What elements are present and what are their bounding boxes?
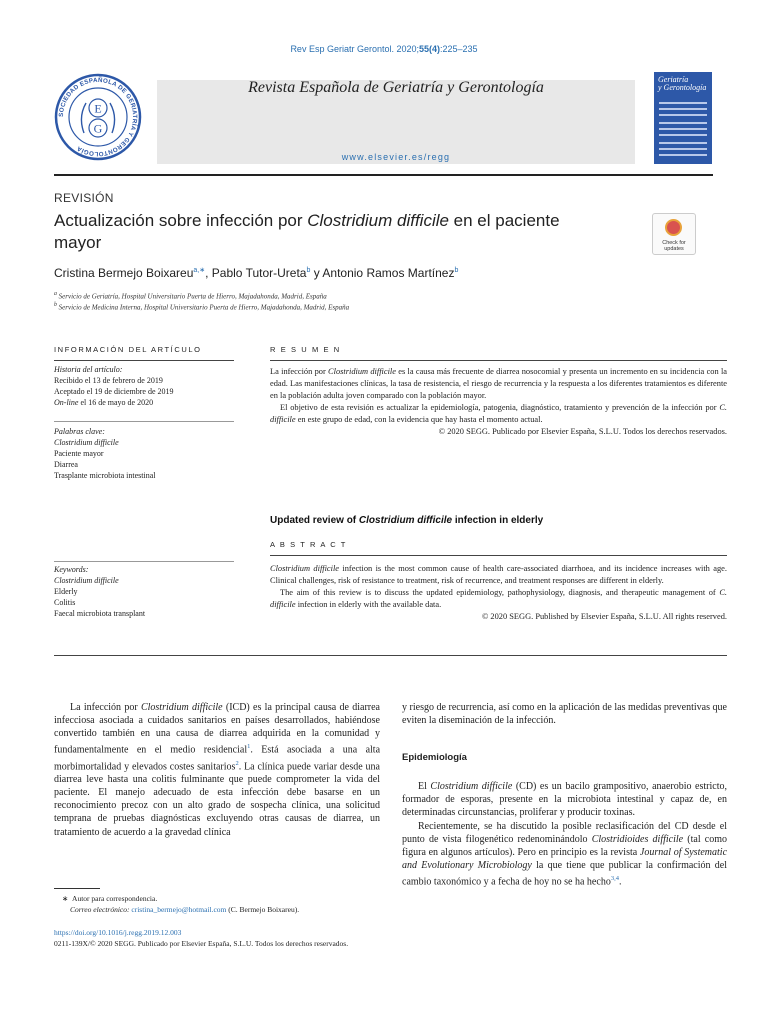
reference-link[interactable]: 3,4	[610, 874, 619, 882]
author-name[interactable]: Cristina Bermejo Boixareu	[54, 266, 194, 280]
article-history	[54, 364, 234, 408]
citation-pages: :225–235	[440, 44, 478, 54]
journal-title: Revista Española de Geriatría y Gerontología	[248, 79, 544, 96]
author-name[interactable]: Pablo Tutor-Ureta	[211, 266, 307, 280]
info-rule	[54, 360, 234, 361]
article-info-heading: INFORMACIÓN DEL ARTÍCULO	[54, 345, 202, 354]
crossmark-icon	[665, 219, 682, 236]
epidemiology-paragraph-1: El Clostridium difficile (CD) es un bacilo grampositivo, anaerobio estricto, formador de esporas, presente en la microbiota intestinal y capaz de, en determinadas circunstancias, proliferar y producir toxinas.	[402, 781, 727, 819]
online-date: el 16 de mayo de 2020	[78, 398, 154, 407]
footnote-marker: ∗	[62, 894, 69, 903]
affiliation-text: Servicio de Geriatría, Hospital Universitario Puerta de Hierro, Majadahonda, Madrid, España	[58, 292, 327, 301]
issn-copyright: 0211-139X/© 2020 SEGG. Publicado por Elsevier España, S.L.U. Todos los derechos reservados.	[54, 939, 349, 948]
article-title	[54, 210, 614, 254]
author-name[interactable]: Antonio Ramos Martínez	[322, 266, 455, 280]
body-right-column	[402, 701, 727, 888]
author-affiliation-ref[interactable]: b	[454, 267, 459, 274]
footnote-rule	[54, 888, 100, 889]
received-date: Recibido el 13 de febrero de 2019	[54, 376, 163, 385]
email-owner: (C. Bermejo Boixareu).	[226, 905, 300, 914]
check-for-updates-button[interactable]	[652, 213, 696, 255]
keyword[interactable]: Colitis	[54, 598, 76, 607]
logo-ring-text: SOCIEDAD ESPAÑOLA DE GERIATRÍA Y GERONTOLOGÍA	[57, 76, 139, 158]
society-logo	[54, 73, 142, 161]
abstract-text	[270, 563, 727, 623]
email-link[interactable]: cristina_bermejo@hotmail.com	[131, 905, 227, 914]
journal-url[interactable]: www.elsevier.es/regg	[341, 152, 451, 162]
affiliation-text: Servicio de Medicina Interna, Hospital Universitario Puerta de Hierro, Majadahonda, Madrid, España	[58, 303, 350, 312]
email-label: Correo electrónico:	[70, 905, 130, 914]
corresponding-author-note	[54, 893, 299, 915]
citation-prefix: Rev Esp Geriatr Gerontol. 2020;	[290, 44, 419, 54]
section-heading-epidemiologia: Epidemiología	[402, 752, 467, 764]
affiliation-marker: a	[54, 291, 57, 297]
reference-link[interactable]: 2	[235, 759, 239, 767]
keywords-label: Palabras clave:	[54, 427, 105, 436]
cover-title-2: y Gerontología	[658, 83, 707, 92]
section-label: REVISIÓN	[54, 191, 114, 205]
keyword[interactable]: Diarrea	[54, 460, 78, 469]
author-list	[54, 266, 458, 280]
keyword[interactable]: Clostridium difficile	[54, 576, 119, 585]
abstract-rule	[270, 555, 727, 556]
info-rule	[54, 421, 234, 422]
keyword[interactable]: Faecal microbiota transplant	[54, 609, 146, 618]
doi-link[interactable]: https://doi.org/10.1016/j.regg.2019.12.003	[54, 928, 182, 937]
title-part-3: mayor	[54, 233, 102, 252]
affiliation-marker: b	[54, 302, 57, 308]
author-separator: y	[310, 266, 323, 280]
cover-title-1: Geriatría	[658, 75, 689, 84]
resumen-rule	[270, 360, 727, 361]
abstract-paragraph-2: The aim of this review is to discuss the updated epidemiology, pathophysiology, diagnosis, and therapeutic management of C. difficile infection in elderly with the available data.	[270, 588, 727, 609]
logo-letter-g: G	[93, 121, 103, 136]
keywords-es	[54, 426, 234, 481]
body-continuation: y riesgo de recurrencia, así como en la aplicación de las medidas preventivas que eviten la diseminación de la infección.	[402, 702, 727, 727]
title-organism: Clostridium difficile	[307, 211, 449, 230]
reference-link[interactable]: 1	[247, 743, 251, 751]
resumen-text	[270, 366, 727, 438]
english-title: Updated review of Clostridium difficile infection in elderly	[270, 515, 544, 526]
abstract-heading: A B S T R A C T	[270, 540, 347, 549]
abstract-bottom-rule	[54, 655, 727, 656]
corresponding-label: Autor para correspondencia.	[72, 894, 158, 903]
resumen-paragraph-2: El objetivo de esta revisión es actualizar la epidemiología, patogenia, diagnóstico, tratamiento y prevención de la infección por C. difficile en este grupo de edad, con la evidencia que hay hasta el momento actual.	[270, 403, 727, 424]
author-affiliation-ref[interactable]: a,∗	[193, 267, 206, 274]
resumen-paragraph-1: La infección por Clostridium difficile es la causa más frecuente de diarrea nosocomial y presenta un incremento en su incidencia con la edad. Las manifestaciones clínicas, la tasa de resistencia, el riesgo de recurrencia y la respuesta a los diferentes tratamientos es diferente en la población adulta joven comparado con la población mayor.	[270, 367, 728, 400]
affiliation	[54, 302, 349, 311]
logo-letter-e: E	[94, 101, 102, 116]
keyword[interactable]: Elderly	[54, 587, 78, 596]
history-label: Historia del artículo:	[54, 365, 123, 374]
epidemiology-paragraph-2: Recientemente, se ha discutido la posible reclasificación del CD desde el punto de vista filogenético redenominándolo Clostridioides difficile (tal como figura en algunos artículos). Pero en principio es la revista Journal of Systematic and Evolutionary Microbiology la que tiene que publicar la confirmación del cambio taxonómico y a fecha de hoy no se ha hecho$^{3,4}$.	[402, 820, 728, 888]
header-rule	[54, 174, 713, 176]
title-part-1: Actualización sobre infección por	[54, 211, 308, 230]
resumen-copyright: © 2020 SEGG. Publicado por Elsevier España, S.L.U. Todos los derechos reservados.	[438, 427, 727, 436]
info-rule	[54, 561, 234, 562]
crossmark-label: Check for updates	[662, 240, 686, 252]
online-label: On-line	[54, 398, 79, 407]
journal-citation[interactable]	[0, 44, 768, 54]
affiliation	[54, 291, 327, 300]
keywords-en-label: Keywords:	[54, 565, 89, 574]
keyword[interactable]: Paciente mayor	[54, 449, 104, 458]
abstract-copyright: © 2020 SEGG. Published by Elsevier España, S.L.U. All rights reserved.	[481, 612, 727, 621]
keyword[interactable]: Trasplante microbiota intestinal	[54, 471, 156, 480]
citation-volume: 55(4)	[419, 44, 441, 54]
abstract-paragraph-1: Clostridium difficile infection is the most common cause of health care-associated diarrhoea, and its incidence increases with age. Clinical challenges, risk of resistance to treatment, risk of recurrence, and treatment responses are different in elderly.	[270, 564, 727, 585]
resumen-heading: R E S U M E N	[270, 345, 341, 354]
keyword[interactable]: Clostridium difficile	[54, 438, 119, 447]
keywords-en	[54, 564, 234, 619]
journal-cover-image[interactable]	[654, 72, 712, 164]
body-intro-paragraph: La infección por Clostridium difficile (ICD) es la principal causa de diarrea infecciosa asociada a cuidados sanitarios en países desarrollados, habiéndose convertido también en una causa de diarrea adquirida en la comunidad y fundamentalmente en el medio residencial$^1$. Está asociada a una alta morbimortalidad y elevados costes sanitarios$^2$. La clínica puede variar desde una diarrea leve hasta una colitis fulminante que puede comprometer la vida del paciente. El manejo adecuado de esta infección debe basarse en un reconocimiento precoz con un alto grado de sospecha clínica, una solicitud temprana de pruebas diagnósticas excluyendo otras causas de diarrea, un tratamiento de acuerdo a la gravedad clínica	[54, 702, 381, 838]
title-part-2: en el paciente	[448, 211, 560, 230]
author-separator: ,	[205, 266, 212, 280]
accepted-date: Aceptado el 19 de diciembre de 2019	[54, 387, 174, 396]
doi-block	[54, 927, 348, 949]
author-affiliation-ref[interactable]: b	[306, 267, 311, 274]
